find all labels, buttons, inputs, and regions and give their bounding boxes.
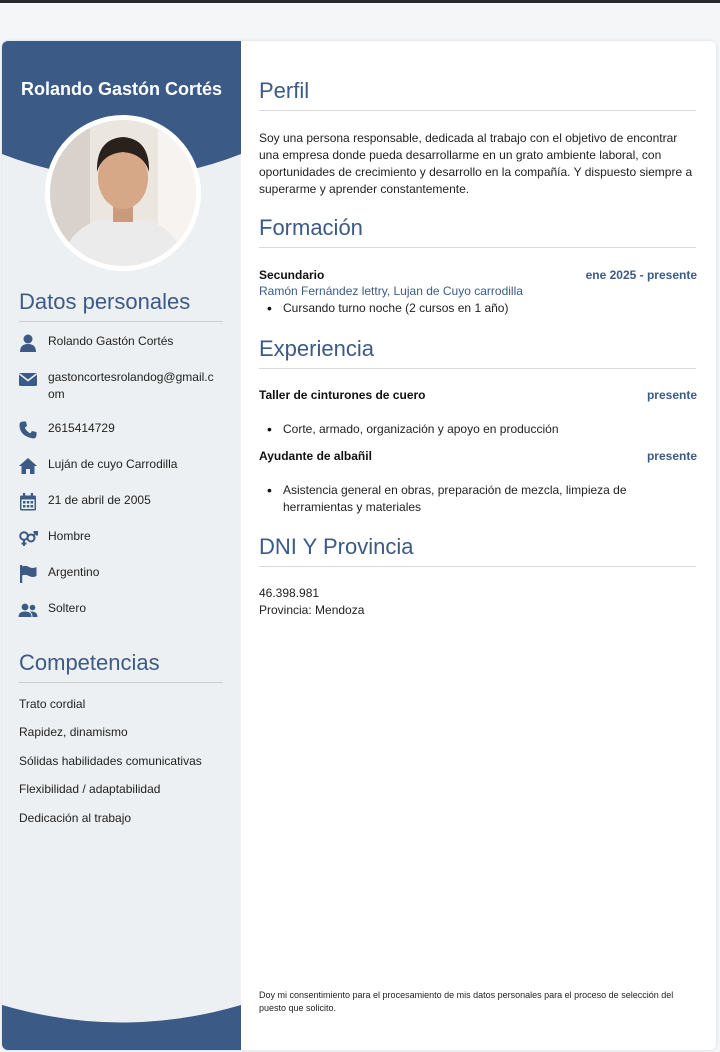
skill-item: Rapidez, dinamismo: [19, 725, 128, 739]
phone-icon: [18, 420, 38, 440]
skill-item: Dedicación al trabajo: [19, 811, 132, 825]
job-bullet: • Asistencia general en obras, preparación de mezcla, limpieza de herramientas y materiales: [267, 482, 683, 516]
skill-item: Trato cordial: [19, 697, 86, 711]
dni-heading: DNI Y Provincia: [259, 534, 696, 567]
job-date: presente: [646, 388, 697, 402]
profile-photo: [45, 115, 201, 271]
perfil-text: Soy una persona responsable, dedicada al trabajo con el objetivo de encontrar una empresa donde pueda desarrollarme en un grato ambiente laboral, con oportunidades de crecimiento y desarrollo en la compañía. Y dispuesto siempre a superarme y aprender constantemente.: [259, 131, 693, 196]
job-bullet: • Corte, armado, organización y apoyo en producción: [267, 421, 683, 438]
formacion-heading: Formación: [259, 215, 696, 248]
gender-icon: [18, 528, 38, 548]
info-name-text: Rolando Gastón Cortés: [48, 334, 174, 348]
calendar-icon: [18, 492, 38, 512]
job-title: Taller de cinturones de cuero: [259, 388, 426, 402]
info-address: [18, 456, 228, 476]
info-name: [18, 333, 228, 353]
consent-footnote: Doy mi consentimiento para el procesamiento de mis datos personales para el proceso de selección del puesto que solicito.: [259, 990, 674, 1013]
top-border: [0, 0, 720, 3]
education-bullet: • Cursando turno noche (2 cursos en 1 año): [267, 300, 683, 317]
info-email-text: gastoncortesrolandog@gmail.com: [48, 370, 214, 401]
cv-page: [2, 41, 716, 1050]
info-email: [18, 369, 228, 403]
info-nationality: [18, 564, 228, 584]
job-date: presente: [646, 449, 697, 463]
skill-item: Sólidas habilidades comunicativas: [19, 754, 202, 768]
competencias-heading: Competencias: [19, 650, 223, 683]
flag-icon: [18, 564, 38, 584]
education-date: ene 2025 - presente: [585, 268, 697, 282]
skill-item: Flexibilidad / adaptabilidad: [19, 782, 161, 796]
job-title: Ayudante de albañil: [259, 449, 372, 463]
users-icon: [18, 600, 38, 620]
home-icon: [18, 456, 38, 476]
info-phone: [18, 420, 228, 440]
main-content: [241, 41, 716, 1050]
info-birthdate: [18, 492, 228, 512]
envelope-icon: [18, 369, 38, 389]
datos-personales-heading: Datos personales: [19, 289, 223, 322]
education-institution: Ramón Fernández lettry, Lujan de Cuyo carrodilla: [259, 284, 523, 298]
sidebar: [2, 41, 241, 1050]
info-nationality-text: Argentino: [48, 565, 100, 579]
perfil-heading: Perfil: [259, 78, 696, 111]
province: Provincia: Mendoza: [259, 603, 365, 617]
experiencia-heading: Experiencia: [259, 336, 696, 369]
info-birthdate-text: 21 de abril de 2005: [48, 493, 151, 507]
education-title: Secundario: [259, 268, 325, 282]
candidate-name: Rolando Gastón Cortés: [20, 79, 222, 99]
info-gender-text: Hombre: [48, 529, 91, 543]
info-address-text: Luján de cuyo Carrodilla: [48, 457, 178, 471]
info-gender: [18, 528, 228, 548]
info-civil-status-text: Soltero: [48, 601, 87, 615]
info-phone-text: 2615414729: [48, 421, 115, 435]
dni-number: 46.398.981: [259, 586, 320, 600]
sidebar-footer-wave: [2, 995, 241, 1050]
person-icon: [18, 333, 38, 353]
info-civil-status: [18, 600, 228, 620]
